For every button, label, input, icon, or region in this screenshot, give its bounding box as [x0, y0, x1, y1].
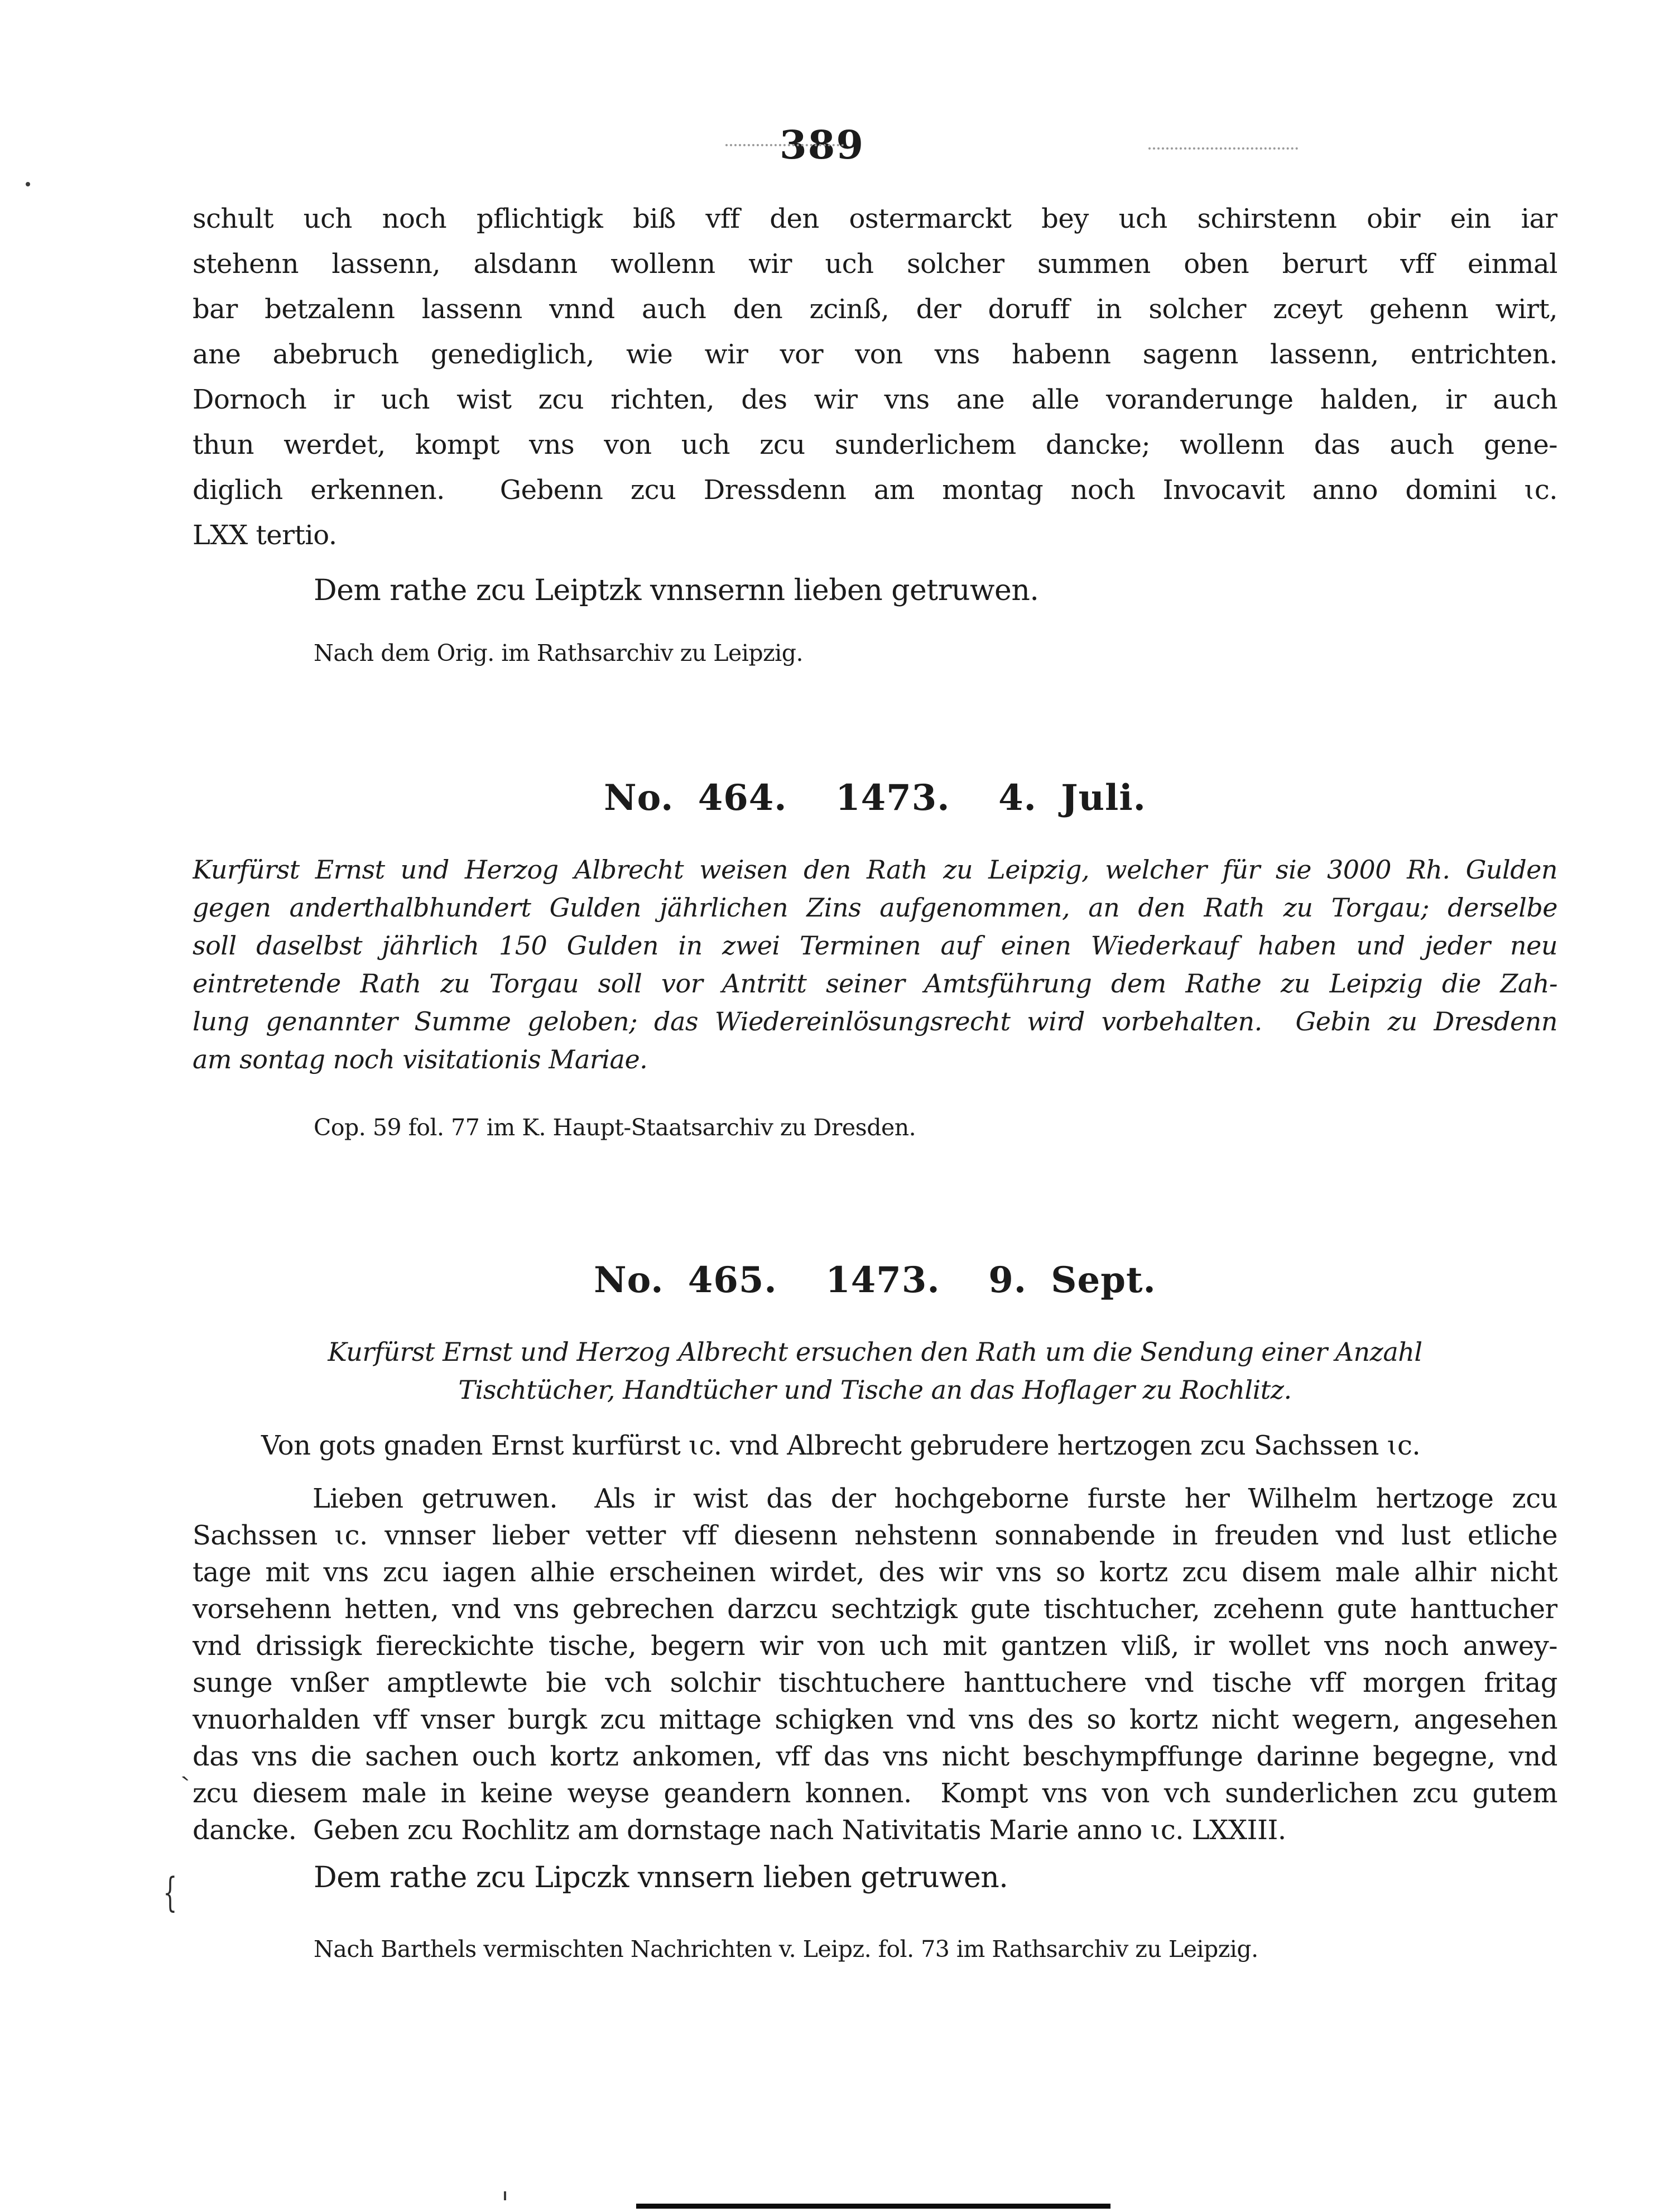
entry-465-salutation: Von gots gnaden Ernst kurfürst ɩc. vnd Albrecht gebrudere hertzogen zcu Sachssen ɩc. — [261, 1430, 1421, 1461]
body-line: schult uch noch pflichtigk biß vff den ostermarckt bey uch schirstenn obir ein iar — [193, 203, 1557, 234]
scan-artifact-brace-mark: { — [163, 1869, 177, 1916]
scan-artifact-bottom-edge — [636, 2204, 1110, 2209]
letter-463-source-note: Nach dem Orig. im Rathsarchiv zu Leipzig. — [314, 640, 804, 666]
scan-artifact-dashes-right — [1148, 147, 1298, 150]
body-line: Sachssen ɩc. vnnser lieber vetter vff diesenn nehstenn sonnabende in freuden vnd lust etliche — [193, 1520, 1557, 1551]
regest-line: soll daselbst jährlich 150 Gulden in zwei Terminen auf einen Wiederkauf haben und jeder neu — [193, 930, 1557, 961]
body-line: das vns die sachen ouch kortz ankomen, vff das vns nicht beschympffunge darinne begegne, vnd — [193, 1741, 1557, 1772]
entry-465-source-note: Nach Barthels vermischten Nachrichten v. Leipz. fol. 73 im Rathsarchiv zu Leipzig. — [314, 1936, 1258, 1963]
regest-line: Kurfürst Ernst und Herzog Albrecht weisen den Rath zu Leipzig, welcher für sie 3000 Rh. Gulden — [193, 855, 1557, 885]
body-line: stehenn lassenn, alsdann wollenn wir uch solcher summen oben berurt vff einmal — [193, 248, 1557, 280]
letter-463-address: Dem rathe zcu Leiptzk vnnsernn lieben getruwen. — [314, 574, 1039, 607]
entry-465-heading: No. 465. 1473. 9. Sept. — [594, 1259, 1156, 1301]
body-line: vnuorhalden vff vnser burgk zcu mittage schigken vnd vns des so kortz nicht wegern, angesehen — [193, 1704, 1557, 1735]
body-line: bar betzalenn lassenn vnnd auch den zcinß, der doruff in solcher zceyt gehenn wirt, — [193, 294, 1557, 325]
body-line: Dornoch ir uch wist zcu richten, des wir vns ane alle voranderunge halden, ir auch — [193, 384, 1557, 415]
body-line: thun werdet, kompt vns von uch zcu sunderlichem dancke; wollenn das auch gene- — [193, 429, 1557, 460]
entry-464-regest — [193, 851, 1557, 1078]
entry-464-source-note: Cop. 59 fol. 77 im K. Haupt-Staatsarchiv zu Dresden. — [314, 1114, 916, 1141]
entry-464-heading: No. 464. 1473. 4. Juli. — [604, 777, 1146, 819]
regest-line: eintretende Rath zu Torgau soll vor Antritt seiner Amtsführung dem Rathe zu Leipzig die Zah- — [193, 968, 1557, 999]
body-line: tage mit vns zcu iagen alhie erscheinen wirdet, des wir vns so kortz zcu disem male alhir nicht — [193, 1557, 1557, 1588]
body-line: vorsehenn hetten, vnd vns gebrechen darzcu sechtzigk gute tischtucher, zcehenn gute hanttucher — [193, 1594, 1557, 1625]
scan-artifact-dot — [26, 182, 30, 186]
regest-line: am sontag noch visitationis Mariae. — [193, 1044, 648, 1074]
body-line: Lieben getruwen. Als ir wist das der hochgeborne furste her Wilhelm hertzoge zcu — [312, 1483, 1557, 1514]
entry-465-regest — [193, 1333, 1557, 1409]
regest-line: lung genannter Summe geloben; das Wiedereinlösungsrecht wird vorbehalten. Gebin zu Dresdenn — [193, 1006, 1557, 1037]
body-line: vnd drissigk fiereckichte tische, begern wir von uch mit gantzen vliß, ir wollet vns noch anwey- — [193, 1630, 1557, 1662]
regest-line: gegen anderthalbhundert Gulden jährlichen Zins aufgenommen, an den Rath zu Torgau; derselbe — [193, 893, 1557, 923]
body-line: diglich erkennen. Gebenn zcu Dressdenn am montag noch Invocavit anno domini ɩc. — [193, 474, 1557, 506]
body-line: dancke. Geben zcu Rochlitz am dornstage nach Nativitatis Marie anno ɩc. LXXIII. — [193, 1815, 1286, 1846]
entry-465-body — [193, 1480, 1557, 1849]
letter-463-continuation — [193, 196, 1557, 558]
regest-line: Kurfürst Ernst und Herzog Albrecht ersuchen den Rath um die Sendung einer Anzahl — [328, 1337, 1422, 1367]
body-line: sunge vnßer amptlewte bie vch solchir tischtuchere hanttuchere vnd tische vff morgen fritag — [193, 1667, 1557, 1698]
body-line: LXX tertio. — [193, 520, 337, 551]
body-line: zcu diesem male in keine weyse geandern konnen. Kompt vns von vch sunderlichen zcu gutem — [193, 1778, 1557, 1809]
scan-artifact-grave-mark: ` — [179, 1771, 198, 1803]
body-line: ane abebruch genediglich, wie wir vor von vns habenn sagenn lassenn, entrichten. — [193, 339, 1557, 370]
scan-artifact-dashes-left — [725, 144, 844, 146]
entry-465-address: Dem rathe zcu Lipczk vnnsern lieben getruwen. — [314, 1861, 1008, 1894]
regest-line: Tischtücher, Handtücher und Tische an das Hoflager zu Rochlitz. — [458, 1375, 1292, 1405]
scan-artifact-tick — [504, 2191, 506, 2200]
page-number: 389 — [779, 122, 865, 168]
